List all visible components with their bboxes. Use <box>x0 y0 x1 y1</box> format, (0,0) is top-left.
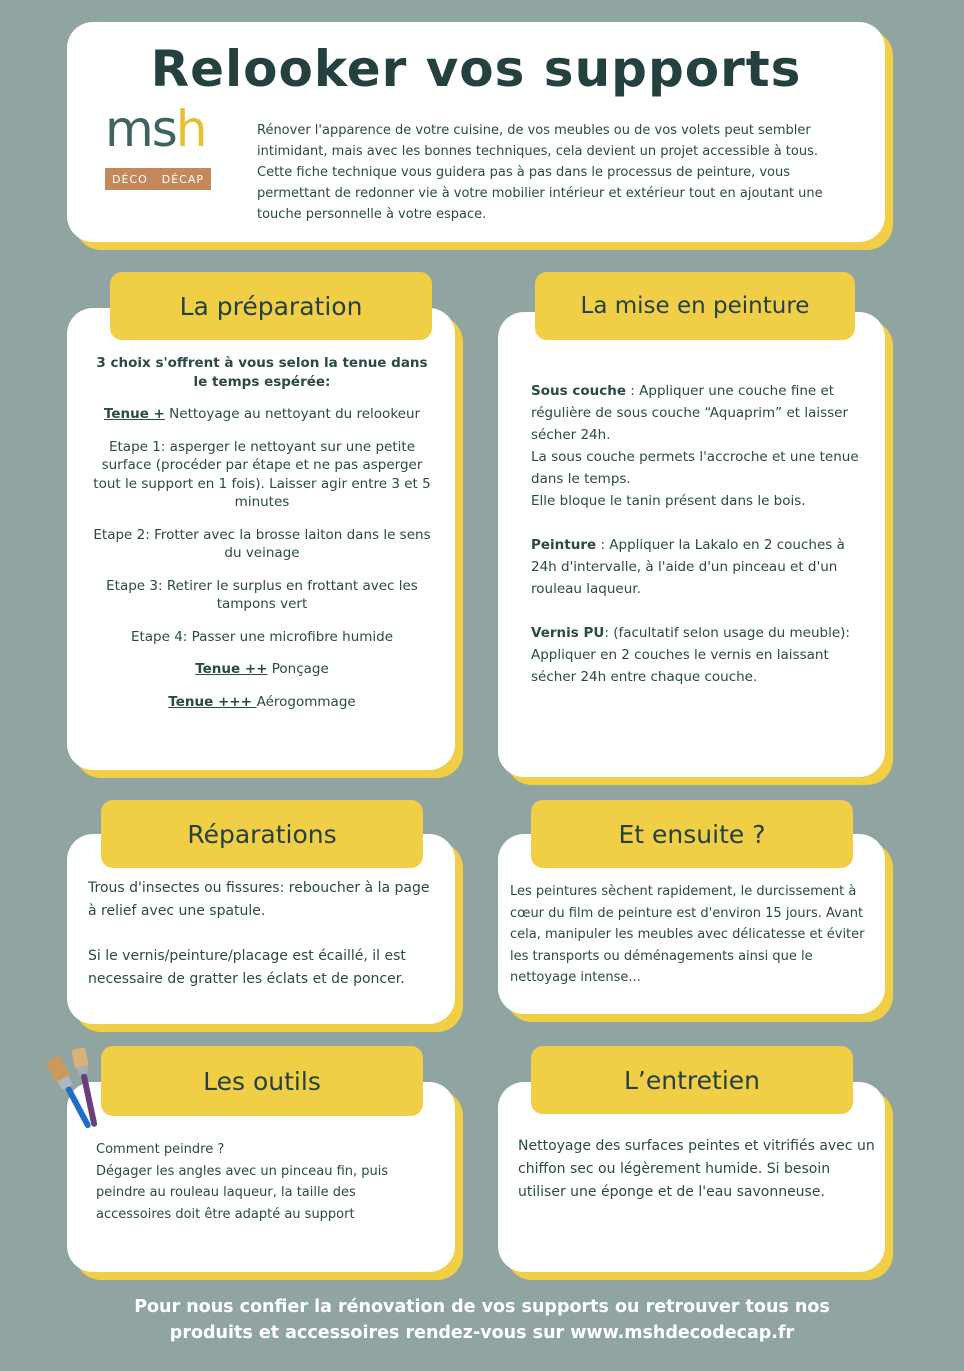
tools-line2: Dégager les angles avec un pinceau fin, puis peindre au rouleau laqueur, la taille des accessoires doit être adapté au support <box>96 1163 389 1222</box>
footer-text: Pour nous confier la rénovation de vos supports ou retrouver tous nos produits et accessoires rendez-vous sur www.mshdecodecap.fr <box>134 1297 830 1343</box>
paint-heading: La mise en peinture <box>535 272 855 340</box>
peinture: Peinture : Appliquer la Lakalo en 2 couches à 24h d'intervalle, à l'aide d'un pinceau et d'un rouleau laqueur. <box>531 537 845 597</box>
tenue-2: Tenue ++ Ponçage <box>195 661 329 677</box>
next-heading: Et ensuite ? <box>531 800 853 868</box>
preparation-lead: 3 choix s'offrent à vous selon la tenue dans le temps espérée: <box>96 355 428 390</box>
tools-body <box>96 1139 426 1225</box>
sub-couche: Sous couche : Appliquer une couche fine et régulière de sous couche “Aquaprim” et laisser sécher 24h. <box>531 383 849 443</box>
tools-line1: Comment peindre ? <box>96 1142 225 1157</box>
preparation-body <box>92 354 432 725</box>
care-body: Nettoyage des surfaces peintes et vitrifiés avec un chiffon sec ou légèrement humide. Si besoin utiliser une éponge et de l'eau savonneuse. <box>518 1138 875 1200</box>
step-3: Etape 3: Retirer le surplus en frottant avec les tampons vert <box>106 577 418 612</box>
step-1: Etape 1: asperger le nettoyant sur une petite surface (procéder par étape et ne pas asperger tout le support en 1 fois). Laisser agir entre 3 et 5 minutes <box>93 438 431 510</box>
repairs-p1: Trous d'insectes ou fissures: reboucher à la page à relief avec une spatule. <box>88 880 430 919</box>
step-4: Etape 4: Passer une microfibre humide <box>130 628 394 645</box>
header-card <box>67 22 885 242</box>
preparation-heading: La préparation <box>110 272 432 340</box>
tenue-1: Tenue + Nettoyage au nettoyant du relookeur <box>103 406 421 422</box>
sub-couche-line2: La sous couche permets l'accroche et une tenue dans le temps. <box>531 449 859 487</box>
paint-body <box>531 380 861 688</box>
logo-letters: msh <box>105 100 206 158</box>
msh-logo <box>105 100 215 196</box>
repairs-heading: Réparations <box>101 800 423 868</box>
page-title: Relooker vos supports <box>150 40 802 98</box>
repairs-p2: Si le vernis/peinture/placage est écaillé, il est necessaire de gratter les éclats et de poncer. <box>88 948 406 987</box>
intro-text: Rénover l'apparence de votre cuisine, de vos meubles ou de vos volets peut sembler intimidant, mais avec les bonnes techniques, cela devient un projet accessible à tous. Cette fiche technique vous guidera pas à pas dans le processus de peinture, vous permettant de redonner vie à votre mobilier intérieur et extérieur tout en ajoutant une touche personnelle à votre espace. <box>257 123 823 222</box>
logo-tag: DÉCO DÉCAP <box>105 168 211 190</box>
tools-heading: Les outils <box>101 1046 423 1116</box>
care-heading: L’entretien <box>531 1046 853 1114</box>
tenue-3: Tenue +++ Aérogommage <box>168 693 356 710</box>
sub-couche-line3: Elle bloque le tanin présent dans le bois. <box>531 493 806 509</box>
paintbrush-icon <box>40 1045 106 1137</box>
next-body: Les peintures sèchent rapidement, le durcissement à cœur du film de peinture est d'environ 15 jours. Avant cela, manipuler les meubles avec délicatesse et éviter les transports ou déménagements ainsi que le nettoyage intense... <box>510 884 865 985</box>
step-2: Etape 2: Frotter avec la brosse laiton dans le sens du veinage <box>93 526 431 561</box>
repairs-body <box>88 877 436 991</box>
vernis: Vernis PU: (facultatif selon usage du meuble): Appliquer en 2 couches le vernis en laissant sécher 24h entre chaque couche. <box>531 625 850 685</box>
